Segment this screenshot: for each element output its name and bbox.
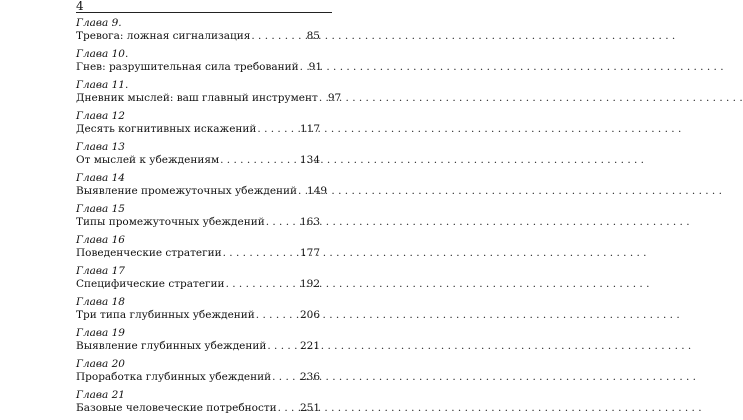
chapter-title: От мыслей к убеждениям xyxy=(76,154,220,166)
header-rule xyxy=(76,12,332,13)
chapter-page-number: 163 xyxy=(299,216,320,228)
chapter-title: Десять когнитивных искажений xyxy=(76,123,257,135)
chapter-label: Глава 17 xyxy=(76,265,125,277)
chapter-page-number: 97 xyxy=(327,92,342,104)
chapter-page-number: 134 xyxy=(299,154,320,166)
table-of-contents xyxy=(76,17,342,420)
chapter-title: Типы промежуточных убеждений xyxy=(76,216,265,228)
chapter-page-number: 221 xyxy=(299,340,320,352)
toc-entry xyxy=(76,296,320,327)
toc-entry xyxy=(76,265,320,296)
chapter-title: Гнев: разрушительная сила требований xyxy=(76,61,299,73)
toc-line xyxy=(76,61,323,74)
chapter-page-number: 206 xyxy=(299,309,320,321)
chapter-page-number: 177 xyxy=(299,247,320,259)
chapter-label: Глава 15 xyxy=(76,203,125,215)
chapter-label: Глава 9. xyxy=(76,17,122,29)
toc-line xyxy=(76,340,320,353)
chapter-label: Глава 18 xyxy=(76,296,125,308)
toc-line xyxy=(76,154,320,167)
dot-leader xyxy=(256,309,299,322)
dot-leader xyxy=(223,247,299,260)
toc-line xyxy=(76,185,328,198)
chapter-title: Выявление глубинных убеждений xyxy=(76,340,267,352)
toc-entry xyxy=(76,389,320,420)
toc-line xyxy=(76,247,320,260)
chapter-label: Глава 16 xyxy=(76,234,125,246)
chapter-page-number: 91 xyxy=(308,61,323,73)
chapter-title: Дневник мыслей: ваш главный инструмент xyxy=(76,92,318,104)
toc-line xyxy=(76,30,320,43)
toc-line xyxy=(76,278,320,291)
chapter-title: Тревога: ложная сигнализация xyxy=(76,30,251,42)
toc-line xyxy=(76,123,320,136)
chapter-page-number: 149 xyxy=(307,185,328,197)
chapter-title: Специфические стратегии xyxy=(76,278,225,290)
toc-entry xyxy=(76,17,320,48)
chapter-label: Глава 12 xyxy=(76,110,125,122)
dot-leader xyxy=(298,185,306,198)
dot-leader xyxy=(220,154,299,167)
chapter-page-number: 85 xyxy=(306,30,320,42)
chapter-page-number: 117 xyxy=(299,123,320,135)
toc-line xyxy=(76,216,320,229)
toc-entry xyxy=(76,234,320,265)
page-number: 4 xyxy=(76,0,84,13)
dot-leader xyxy=(251,30,305,43)
chapter-label: Глава 10. xyxy=(76,48,129,60)
toc-entry xyxy=(76,79,342,110)
dot-leader xyxy=(300,61,308,74)
dot-leader xyxy=(278,402,299,415)
chapter-title: Поведенческие стратегии xyxy=(76,247,222,259)
toc-entry xyxy=(76,172,328,203)
toc-line xyxy=(76,402,320,415)
chapter-title: Базовые человеческие потребности xyxy=(76,402,277,414)
toc-entry xyxy=(76,141,320,172)
dot-leader xyxy=(267,340,299,353)
dot-leader xyxy=(266,216,299,229)
toc-entry xyxy=(76,327,320,358)
chapter-label: Глава 13 xyxy=(76,141,125,153)
chapter-label: Глава 20 xyxy=(76,358,125,370)
dot-leader xyxy=(257,123,299,136)
toc-entry xyxy=(76,203,320,234)
chapter-page-number: 236 xyxy=(299,371,320,383)
chapter-label: Глава 11. xyxy=(76,79,129,91)
chapter-title: Выявление промежуточных убеждений xyxy=(76,185,298,197)
chapter-title: Три типа глубинных убеждений xyxy=(76,309,255,321)
toc-line xyxy=(76,371,320,384)
dot-leader xyxy=(272,371,299,384)
chapter-page-number: 251 xyxy=(299,402,320,414)
toc-entry xyxy=(76,110,320,141)
chapter-label: Глава 21 xyxy=(76,389,125,401)
toc-entry xyxy=(76,358,320,389)
toc-line xyxy=(76,92,342,105)
chapter-label: Глава 14 xyxy=(76,172,125,184)
dot-leader xyxy=(226,278,299,291)
chapter-title: Проработка глубинных убеждений xyxy=(76,371,272,383)
toc-line xyxy=(76,309,320,322)
toc-entry xyxy=(76,48,323,79)
chapter-page-number: 192 xyxy=(299,278,320,290)
chapter-label: Глава 19 xyxy=(76,327,125,339)
dot-leader xyxy=(319,92,327,105)
